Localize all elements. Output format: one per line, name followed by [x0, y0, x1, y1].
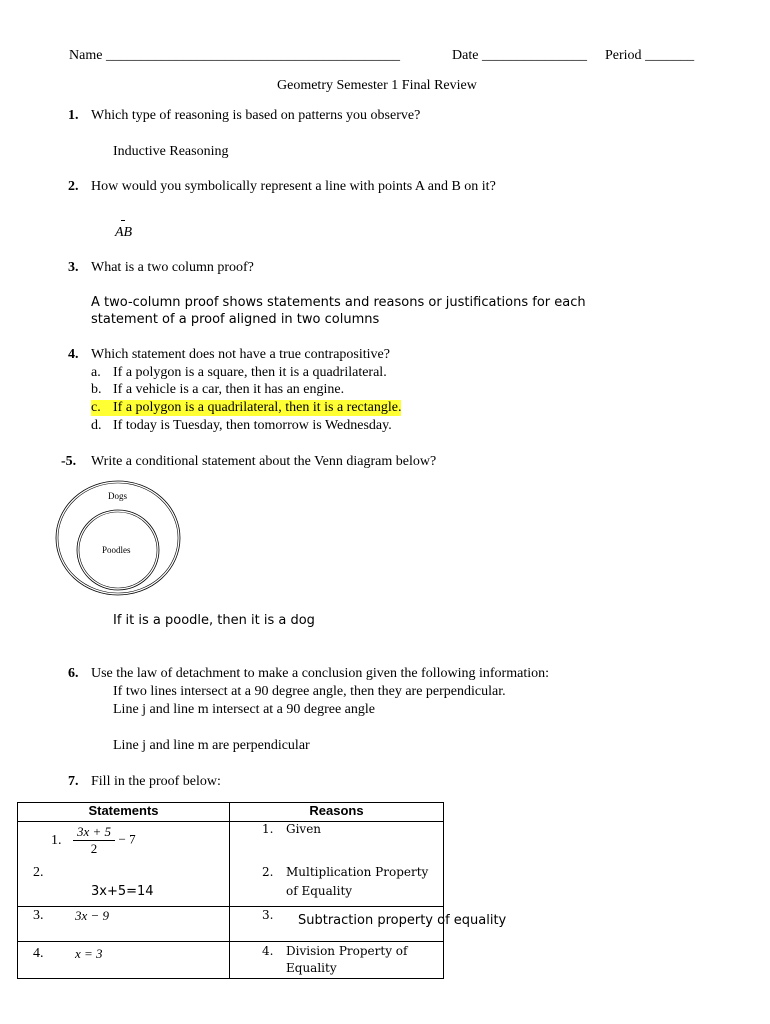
option-text: If today is Tuesday, then tomorrow is Wednesday.: [113, 418, 392, 433]
q2-answer: [115, 225, 132, 241]
statement-1-expression: [73, 824, 136, 857]
q1-number: 1.: [68, 108, 79, 123]
q6-answer: Line j and line m are perpendicular: [113, 738, 310, 753]
q4-option-a: [91, 365, 387, 381]
fraction-numerator: 3x + 5: [73, 824, 115, 841]
reason-1: Given: [286, 822, 322, 836]
proof-header-row: [18, 803, 444, 822]
q3-answer-line2: statement of a proof aligned in two columns: [91, 312, 380, 327]
q2-number: 2.: [68, 179, 79, 194]
q3-text: What is a two column proof?: [91, 260, 254, 275]
statement-number: 3.: [33, 908, 44, 923]
q4-option-d: [91, 418, 392, 434]
q5-answer: If it is a poodle, then it is a dog: [113, 613, 315, 628]
option-letter: d.: [91, 418, 102, 433]
q3-number: 3.: [68, 260, 79, 275]
reason-number: 2.: [262, 865, 274, 879]
line-ab-symbol: AB: [115, 225, 133, 240]
name-blank[interactable]: __________________________________________: [105, 48, 400, 63]
q2-text: How would you symbolically represent a line with points A and B on it?: [91, 179, 496, 194]
period-field: [605, 48, 694, 64]
q7-number: 7.: [68, 774, 79, 789]
expression-rest: − 7: [118, 831, 136, 847]
venn-inner-label: Poodles: [102, 545, 131, 555]
period-blank[interactable]: _______: [645, 48, 695, 63]
option-text: If a polygon is a square, then it is a quadrilateral.: [113, 365, 387, 380]
option-letter: a.: [91, 365, 101, 380]
date-field: [452, 48, 587, 64]
period-label: Period: [605, 48, 642, 63]
header-line: [69, 48, 400, 64]
reason-number: 4.: [262, 944, 274, 958]
option-text: If a polygon is a quadrilateral, then it is a rectangle.: [113, 400, 402, 415]
q7-text: Fill in the proof below:: [91, 774, 221, 789]
statement-number: 1.: [51, 833, 62, 848]
table-row: [18, 942, 444, 979]
reason-2-line1: Multiplication Property: [286, 865, 429, 879]
q3-answer-line1: A two-column proof shows statements and reasons or justifications for each: [91, 295, 586, 310]
option-letter: b.: [91, 382, 102, 397]
date-blank[interactable]: _______________: [481, 48, 587, 63]
reason-3-answer[interactable]: Subtraction property of equality: [298, 913, 507, 928]
reason-4-line2: Equality: [286, 961, 337, 975]
option-letter: c.: [91, 400, 101, 415]
statements-header: Statements: [18, 803, 230, 822]
venn-outer-label: Dogs: [108, 491, 128, 501]
statement-4-expression: x = 3: [75, 946, 103, 961]
name-label: Name: [69, 48, 103, 63]
reason-number: 3.: [262, 908, 274, 922]
q1-text: Which type of reasoning is based on patterns you observe?: [91, 108, 421, 123]
page-title: Geometry Semester 1 Final Review: [277, 78, 477, 93]
reason-4-line1: Division Property of: [286, 944, 408, 958]
table-row: [18, 822, 444, 907]
option-text: If a vehicle is a car, then it has an engine.: [113, 382, 345, 397]
q6-line2: Line j and line m intersect at a 90 degree angle: [113, 702, 376, 717]
statement-number: 4.: [33, 946, 44, 961]
q6-line1: If two lines intersect at a 90 degree angle, then they are perpendicular.: [113, 684, 506, 699]
reason-2-line2: of Equality: [286, 884, 353, 898]
statement-3-expression: 3x − 9: [75, 908, 110, 923]
date-label: Date: [452, 48, 479, 63]
statement-number: 2.: [33, 865, 44, 880]
reasons-header: Reasons: [230, 803, 444, 822]
statement-2-value[interactable]: 3x+5=14: [91, 884, 154, 899]
proof-table: [17, 802, 444, 979]
q4-number: 4.: [68, 347, 79, 362]
q1-answer: Inductive Reasoning: [113, 144, 229, 159]
q6-text: Use the law of detachment to make a conclusion given the following information:: [91, 666, 549, 681]
q4-option-b: [91, 382, 344, 398]
q5-number: -5.: [61, 454, 77, 469]
q6-number: 6.: [68, 666, 79, 681]
reason-number: 1.: [262, 822, 274, 836]
q4-option-c-highlighted: [91, 400, 401, 416]
fraction-denominator: 2: [90, 841, 98, 856]
q5-text: Write a conditional statement about the Venn diagram below?: [91, 454, 437, 469]
q4-text: Which statement does not have a true contrapositive?: [91, 347, 390, 362]
